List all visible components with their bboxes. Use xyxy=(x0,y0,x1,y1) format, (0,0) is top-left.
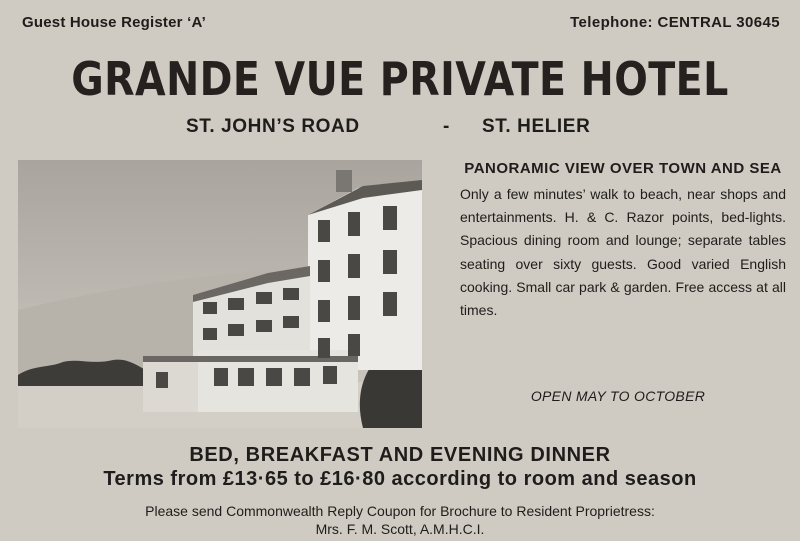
proprietress-name: Mrs. F. M. Scott, A.M.H.C.I. xyxy=(315,521,485,537)
street-address: ST. JOHN’S ROAD xyxy=(186,116,360,137)
view-heading: PANORAMIC VIEW OVER TOWN AND SEA xyxy=(464,160,782,177)
hotel-name: GRANDE VUE PRIVATE HOTEL xyxy=(71,52,729,106)
town-name: ST. HELIER xyxy=(482,116,591,137)
register-label: Guest House Register ‘A’ xyxy=(22,14,207,31)
hotel-photo xyxy=(18,160,422,428)
description-text: Only a few minutes’ walk to beach, near shops and entertainments. H. & C. Razor points, bed-lights. Spacious dining room and lounge; separate tables seating over sixty guests. Good varied English cooking. Small car park & garden. Free access at all times. xyxy=(460,186,786,319)
brochure-notice: Please send Commonwealth Reply Coupon for Brochure to Resident Proprietress: xyxy=(145,503,655,519)
telephone-number: Telephone: CENTRAL 30645 xyxy=(570,14,780,31)
terms-line: Terms from £13·65 to £16·80 according to room and season xyxy=(103,468,697,490)
address-separator: - xyxy=(443,116,450,137)
opening-season: OPEN MAY TO OCTOBER xyxy=(530,388,706,404)
offer-headline: BED, BREAKFAST AND EVENING DINNER xyxy=(189,444,611,466)
description-column xyxy=(460,158,786,322)
